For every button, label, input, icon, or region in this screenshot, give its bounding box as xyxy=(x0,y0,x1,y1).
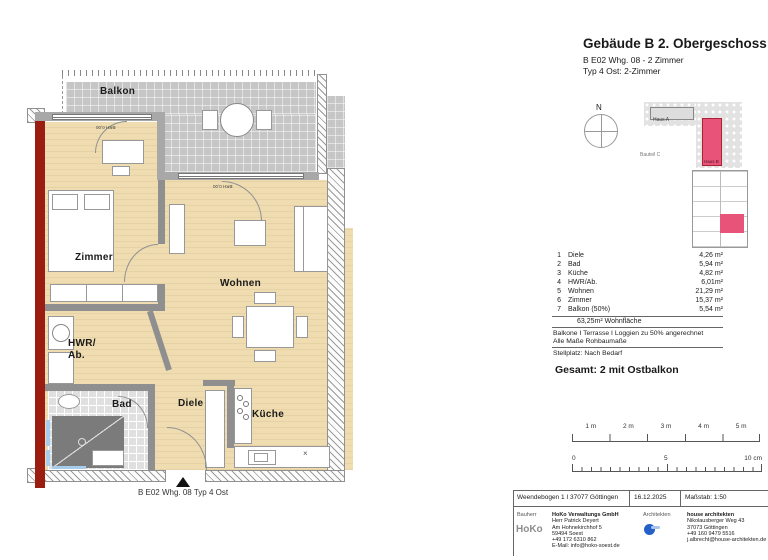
table-row xyxy=(552,260,723,269)
sheet-title: Gebäude B 2. Obergeschoss xyxy=(583,36,767,51)
row-name: Diele xyxy=(568,252,584,259)
entry-marker-triangle xyxy=(176,477,190,487)
building-key-plan xyxy=(692,170,748,248)
room-label-zimmer: Zimmer xyxy=(75,252,113,263)
armchair xyxy=(234,220,266,246)
row-area: 5,94 m² xyxy=(699,261,723,268)
bauherr-email: E-Mail: info@hoko-soest.de xyxy=(552,543,620,550)
note-stellplatz: Stellplatz: Nach Bedarf xyxy=(553,350,623,357)
north-compass-icon xyxy=(584,114,618,148)
architekt-phone: +49 160 9479 5516 xyxy=(687,530,735,537)
architekt-email: j.albrecht@house-architekten.de xyxy=(687,537,767,544)
bauherr-label: Bauherr xyxy=(517,512,537,518)
bauherr-line: Herr Patrick Deyert xyxy=(552,518,599,525)
row-name: Zimmer xyxy=(568,297,592,304)
table-row xyxy=(552,305,723,314)
rule xyxy=(552,316,723,317)
scalebar-cm xyxy=(572,464,762,472)
kitchen-sink-basin xyxy=(254,453,268,462)
toilet xyxy=(58,394,80,409)
architekt-line: 37073 Göttingen xyxy=(687,524,728,531)
meter-label: 5 m xyxy=(735,423,747,430)
titleblock-divider-a xyxy=(629,490,630,506)
room-label-kueche: Küche xyxy=(252,409,285,420)
site-haus-b xyxy=(702,118,722,166)
balcony-chair-right xyxy=(256,110,272,130)
sheet-scale: Maßstab: 1:50 xyxy=(685,494,727,501)
architekt-label: Architekten xyxy=(643,512,671,518)
cm-label-10: 10 cm xyxy=(744,455,762,462)
bauherr-line: Am Hohnekirchhof 5 xyxy=(552,524,602,531)
row-area: 6,01m² xyxy=(701,279,723,286)
stove xyxy=(236,392,250,422)
wall-bottom-right xyxy=(205,470,345,482)
meter-label: 3 m xyxy=(660,423,672,430)
note-balcony: Balkone I Terrasse I Loggien zu 50% angerechnet xyxy=(553,330,704,337)
stove-burner xyxy=(237,408,243,414)
row-num: 1 xyxy=(557,252,561,259)
balcony-dashed-edge xyxy=(62,70,318,76)
row-name: Wohnen xyxy=(568,288,594,295)
bed-pillow-left xyxy=(52,194,78,210)
window-sill-label: BRH 0,00 xyxy=(213,184,233,189)
balcony-chair-left xyxy=(202,110,218,130)
wardrobe xyxy=(50,284,158,302)
room-label-balkon: Balkon xyxy=(100,86,136,97)
titleblock-divider-b xyxy=(680,490,681,506)
stool xyxy=(112,166,130,176)
dining-chair-right xyxy=(296,316,308,338)
site-haus-a-label: Haus A xyxy=(653,117,670,123)
site-haus-b-label: Haus B xyxy=(704,159,719,164)
shower-drain xyxy=(78,438,86,446)
meter-label: 1 m xyxy=(585,423,597,430)
architekt-company: house architekten xyxy=(687,512,735,518)
architekt-line: Nikolausberger Weg 43 xyxy=(687,518,745,525)
stove-burner xyxy=(243,401,249,407)
table-row xyxy=(552,287,723,296)
scalebar-cm-fineticks xyxy=(572,467,761,471)
bauherr-line: 59494 Soest xyxy=(552,530,583,537)
sheet-subtitle-1: B E02 Whg. 08 - 2 Zimmer xyxy=(583,55,684,65)
room-label-wohnen: Wohnen xyxy=(220,278,262,289)
key-plan-highlight xyxy=(720,214,744,234)
stove-burner xyxy=(237,395,243,401)
scalebar-meters xyxy=(572,434,760,442)
cm-label-0: 0 xyxy=(572,455,576,462)
row-area: 21,29 m² xyxy=(695,288,723,295)
dimension-mark xyxy=(46,420,50,446)
rule xyxy=(552,347,723,348)
sheet-date: 16.12.2025 xyxy=(634,494,667,501)
gesamt-line: Gesamt: 2 mit Ostbalkon xyxy=(555,364,679,376)
table-row xyxy=(552,278,723,287)
row-num: 4 xyxy=(557,279,561,286)
row-num: 7 xyxy=(557,306,561,313)
sheet-subtitle-2: Typ 4 Ost: 2-Zimmer xyxy=(583,66,661,76)
bed-pillow-right xyxy=(84,194,110,210)
architekt-logo-swoosh xyxy=(651,526,660,529)
row-num: 5 xyxy=(557,288,561,295)
site-bauteil-label: Bauteil C xyxy=(640,152,661,158)
hoko-logo: HoKo xyxy=(516,524,543,535)
wall-zimmer-wohnen-a xyxy=(158,180,165,244)
neighbor-floor-strip xyxy=(345,228,353,470)
dining-table xyxy=(246,306,294,348)
window-zimmer xyxy=(52,114,152,120)
wall-hwr-bottom xyxy=(45,384,155,391)
project-address: Weendebogen 1 I 37077 Göttingen xyxy=(517,494,619,501)
wall-zimmer-bottom xyxy=(45,304,165,311)
rule xyxy=(552,327,723,328)
row-area: 4,26 m² xyxy=(699,252,723,259)
table-row xyxy=(552,296,723,305)
wall-connector xyxy=(157,112,165,180)
titleblock-divider-left xyxy=(513,490,514,556)
balcony-dashed-left xyxy=(62,76,64,114)
bauherr-phone: +49 172 6310 862 xyxy=(552,537,597,544)
row-num: 2 xyxy=(557,261,561,268)
firewall-red xyxy=(35,118,45,488)
wall-bottom-left xyxy=(30,470,166,482)
dining-chair-left xyxy=(232,316,244,338)
titleblock-rule-mid xyxy=(513,506,768,507)
room-label-hwr-2: Ab. xyxy=(68,350,86,361)
note-rohbau: Alle Maße Rohbaumaße xyxy=(553,338,627,345)
sofa xyxy=(294,206,328,272)
meter-label: 2 m xyxy=(622,423,634,430)
row-name: Balkon (50%) xyxy=(568,306,611,313)
row-area: 15,37 m² xyxy=(695,297,723,304)
kitchen-x-mark: × xyxy=(303,449,308,458)
architekt-contact xyxy=(687,512,766,543)
table-row xyxy=(552,251,723,260)
cm-label-5: 5 xyxy=(664,455,668,462)
dining-chair-top xyxy=(254,292,276,304)
row-num: 3 xyxy=(557,270,561,277)
wall-bad-right xyxy=(148,384,155,470)
scalebar-meter-labels xyxy=(572,423,760,430)
row-num: 6 xyxy=(557,297,561,304)
diele-closet xyxy=(205,390,225,468)
dimension-mark xyxy=(46,450,50,466)
table-row xyxy=(552,269,723,278)
table-total: 63,25m² Wohnfläche xyxy=(577,318,642,325)
north-label: N xyxy=(596,103,602,112)
plan-caption: B E02 Whg. 08 Typ 4 Ost xyxy=(137,488,229,497)
window-sill-label: BRH 0,00 xyxy=(96,125,116,130)
window-wohnen xyxy=(178,173,304,179)
room-area-table xyxy=(552,251,723,314)
dimension-mark xyxy=(52,466,86,469)
row-name: Bad xyxy=(568,261,581,268)
site-haus-a xyxy=(650,107,694,123)
architekt-logo-icon xyxy=(644,524,655,535)
neighbor-balcony xyxy=(327,96,345,168)
balcony-table xyxy=(220,103,254,137)
stove-burner xyxy=(243,414,249,420)
row-name: Küche xyxy=(568,270,588,277)
titleblock-rule-top xyxy=(513,490,768,491)
balcony-rail-right xyxy=(317,74,327,174)
wall-right xyxy=(327,168,345,480)
room-label-hwr-1: HWR/ xyxy=(68,338,96,349)
meter-label: 4 m xyxy=(698,423,709,430)
row-name: HWR/Ab. xyxy=(568,279,598,286)
room-label-bad: Bad xyxy=(112,399,132,410)
room-label-diele: Diele xyxy=(178,398,204,409)
bauherr-company: HoKo Verwaltungs GmbH xyxy=(552,512,619,518)
row-area: 5,54 m² xyxy=(699,306,723,313)
row-area: 4,82 m² xyxy=(699,270,723,277)
wall-kueche-left xyxy=(227,384,234,448)
dining-chair-bottom xyxy=(254,350,276,362)
sideboard xyxy=(169,204,185,254)
bauherr-contact xyxy=(552,512,620,550)
bad-sink xyxy=(92,450,124,466)
